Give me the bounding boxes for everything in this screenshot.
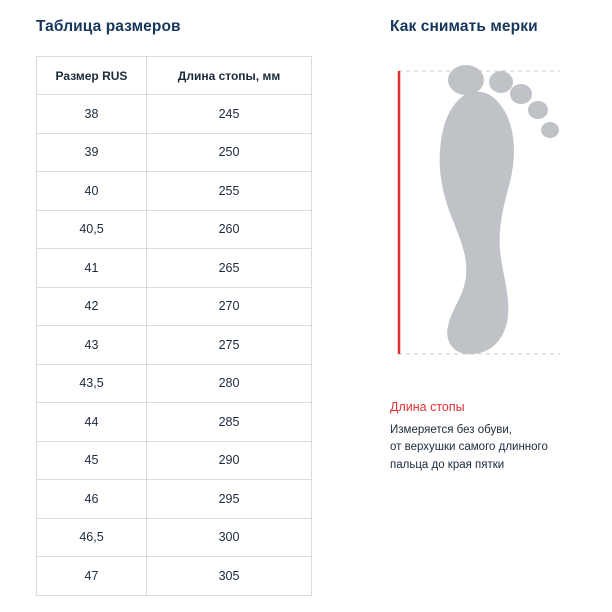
cell-size: 47 (37, 557, 147, 596)
cell-size: 43 (37, 326, 147, 365)
toe-3-shape (510, 84, 532, 104)
cell-size: 41 (37, 249, 147, 288)
table-row (37, 133, 312, 172)
table-row (37, 480, 312, 519)
cell-length: 285 (147, 403, 312, 442)
table-row (37, 557, 312, 596)
toe-5-shape (541, 122, 559, 138)
cell-length: 300 (147, 518, 312, 557)
cell-length: 270 (147, 287, 312, 326)
table-row (37, 249, 312, 288)
table-row (37, 287, 312, 326)
cell-length: 275 (147, 326, 312, 365)
footprint-icon (390, 58, 585, 388)
table-header-row (37, 57, 312, 95)
measure-section (390, 18, 590, 474)
table-row (37, 441, 312, 480)
cell-size: 40,5 (37, 210, 147, 249)
toe-4-shape (528, 101, 548, 119)
cell-size: 46 (37, 480, 147, 519)
cell-length: 250 (147, 133, 312, 172)
table-row (37, 364, 312, 403)
measure-description-line: пальца до края пятки (390, 458, 505, 471)
cell-size: 40 (37, 172, 147, 211)
table-row (37, 326, 312, 365)
cell-length: 290 (147, 441, 312, 480)
cell-length: 245 (147, 95, 312, 134)
table-row (37, 95, 312, 134)
cell-length: 255 (147, 172, 312, 211)
cell-length: 280 (147, 364, 312, 403)
measure-description (390, 422, 590, 474)
toe-2-shape (489, 71, 513, 93)
cell-length: 295 (147, 480, 312, 519)
table-row (37, 403, 312, 442)
cell-size: 38 (37, 95, 147, 134)
cell-length: 305 (147, 557, 312, 596)
measure-description-line: Измеряется без обуви, (390, 424, 512, 436)
table-row (37, 172, 312, 211)
cell-size: 46,5 (37, 518, 147, 557)
cell-size: 39 (37, 133, 147, 172)
cell-size: 45 (37, 441, 147, 480)
size-table (36, 56, 312, 596)
page-title: Таблица размеров (36, 18, 181, 35)
measure-description-line: от верхушки самого длинного (390, 441, 548, 454)
column-header-size: Размер RUS (37, 57, 147, 95)
cell-length: 260 (147, 210, 312, 249)
column-header-length: Длина стопы, мм (147, 57, 312, 95)
cell-length: 265 (147, 249, 312, 288)
table-row (37, 210, 312, 249)
cell-size: 43,5 (37, 364, 147, 403)
measure-label: Длина стопы (390, 400, 465, 414)
cell-size: 42 (37, 287, 147, 326)
table-row (37, 518, 312, 557)
measure-title: Как снимать мерки (390, 18, 538, 35)
cell-size: 44 (37, 403, 147, 442)
foot-sole-shape (440, 92, 514, 355)
size-table-section (36, 18, 326, 596)
toe-1-shape (448, 65, 484, 95)
foot-diagram (390, 58, 585, 388)
